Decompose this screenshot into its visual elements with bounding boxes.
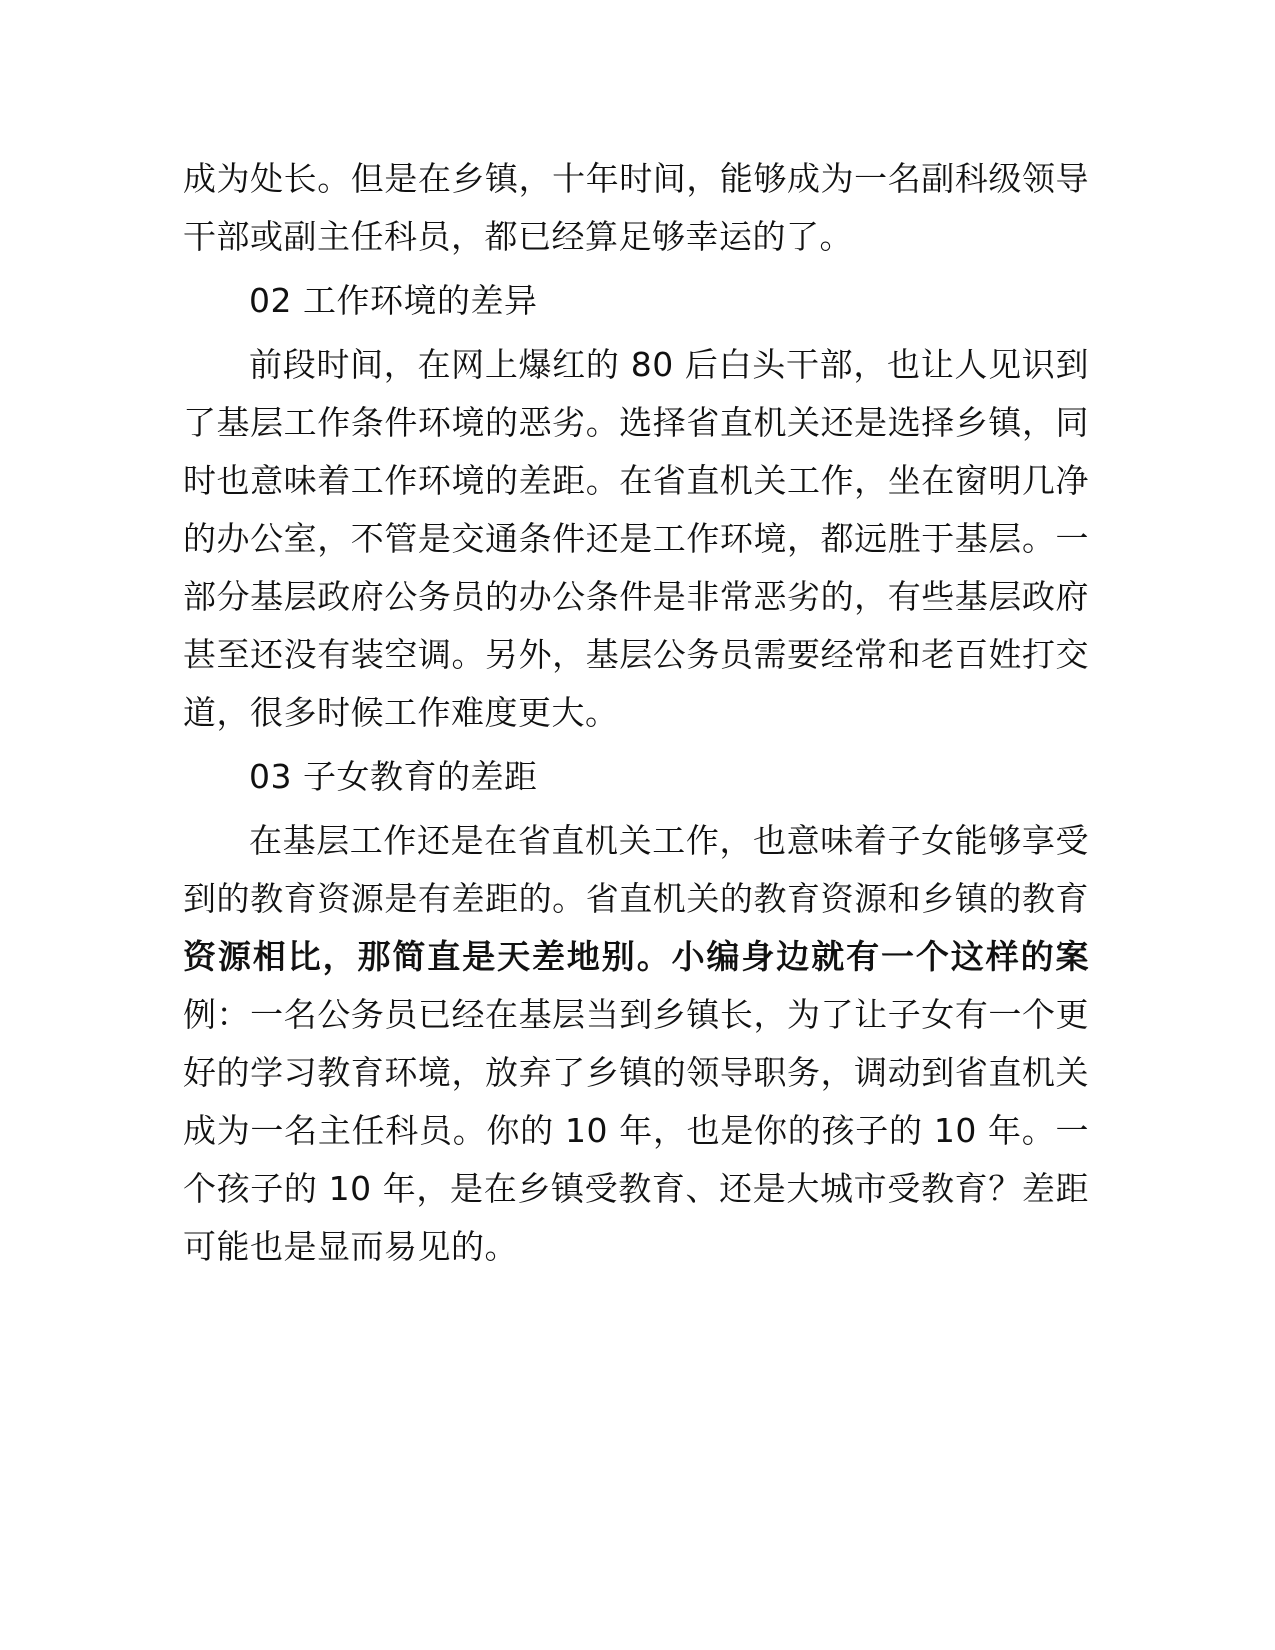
paragraph-children-education-text-2: 资源相比，那简直是天差地别。小编身边就有一个这样的案 xyxy=(183,937,1089,976)
paragraph-work-environment: 前段时间，在网上爆红的 80 后白头干部，也让人见识到了基层工作条件环境的恶劣。选择省直机关还是选择乡镇，同时也意味着工作环境的差距。在省直机关工作，坐在窗明几净的办公室，不管是交通条件还是工作环境，都远胜于基层。一部分基层政府公务员的办公条件是非常恶劣的，有些基层政府甚至还没有装空调。另外，基层公务员需要经常和老百姓打交道，很多时候工作难度更大。 xyxy=(183,345,1089,732)
document-body xyxy=(183,150,1089,1276)
paragraph-children-education-text-3: 例：一名公务员已经在基层当到乡镇长，为了让子女有一个更好的学习教育环境，放弃了乡镇的领导职务，调动到省直机关成为一名主任科员。你的 10 年，也是你的孩子的 10 年。一个孩子的 10 年，是在乡镇受教育、还是大城市受教育？差距可能也是显而易见的。 xyxy=(183,995,1089,1266)
section-heading-children-education: 03 子女教育的差距 xyxy=(249,757,538,796)
paragraph-continued: 成为处长。但是在乡镇，十年时间，能够成为一名副科级领导干部或副主任科员，都已经算足够幸运的了。 xyxy=(183,159,1089,256)
paragraph-children-education xyxy=(183,812,1089,1276)
section-heading-work-environment: 02 工作环境的差异 xyxy=(249,281,538,320)
paragraph-children-education-text-1: 在基层工作还是在省直机关工作，也意味着子女能够享受到的教育资源是有差距的。省直机关的教育资源和乡镇的教育 xyxy=(183,821,1089,918)
